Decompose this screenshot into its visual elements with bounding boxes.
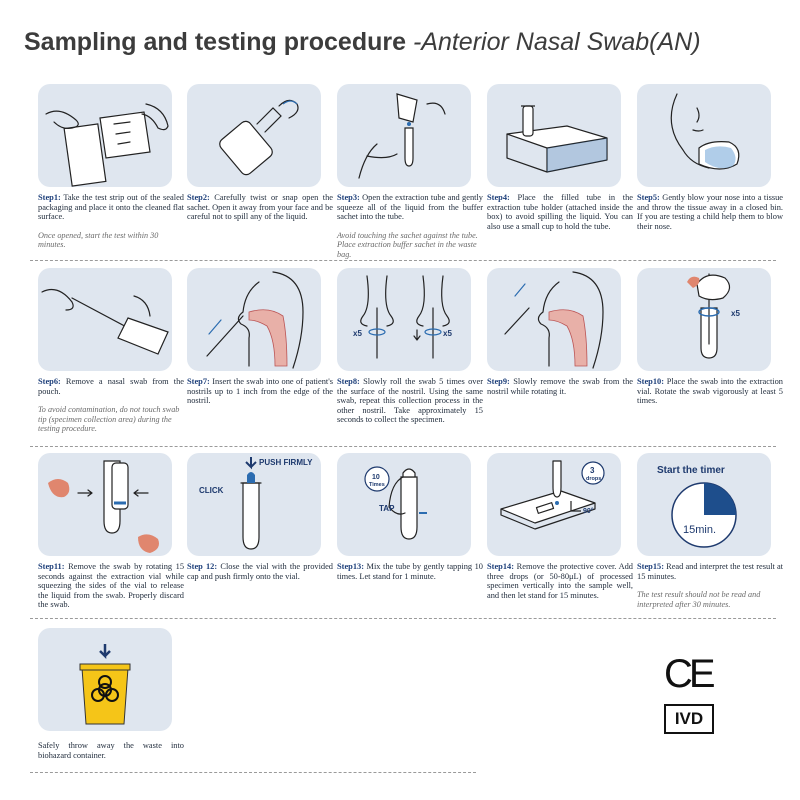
step-15-note: The test result should not be read and interpreted after 30 minutes. — [637, 590, 761, 609]
step-14-text: Step14: Remove the protective cover. Add three drops (or 50-80μL) of processed specimen vertically into the sample well, and then let stand for 15 minutes. — [487, 562, 633, 600]
drop-count-unit: drops — [586, 476, 602, 482]
x5-label: x5 — [443, 329, 452, 338]
step-14 — [487, 453, 637, 600]
page-title — [24, 28, 701, 57]
step-7-text: Step7: Insert the swab into one of patient's nostrils up to 1 inch from the edge of the nostril. — [187, 377, 334, 406]
step-15 — [637, 453, 787, 609]
step-7-illustration — [187, 268, 321, 371]
tap-count: 10 — [372, 474, 380, 481]
step-6 — [38, 268, 188, 433]
title-sub: -Anterior Nasal Swab(AN) — [412, 28, 701, 56]
step-14-illustration — [487, 453, 621, 556]
step-5 — [637, 84, 787, 231]
divider-4 — [30, 772, 476, 773]
step-1-text: Step1: Take the test strip out of the sealed packaging and place it onto the cleaned flat surface. — [38, 193, 184, 222]
ivd-mark: IVD — [664, 704, 714, 734]
tap-count-unit: Times — [369, 482, 385, 488]
title-main: Sampling and testing procedure — [24, 28, 406, 56]
tap-label: TAP — [379, 504, 395, 513]
step-8 — [337, 268, 487, 425]
step-9-illustration — [487, 268, 621, 371]
step-5-text: Step5: Gently blow your nose into a tissue and throw the tissue away in a closed bin. If you are testing a child help them to blow their nose. — [637, 193, 784, 231]
x5-label: x5 — [353, 329, 362, 338]
step-15-illustration — [637, 453, 771, 556]
step-13 — [337, 453, 487, 581]
x5-label: x5 — [731, 309, 740, 318]
step-13-illustration — [337, 453, 471, 556]
push-firmly-label: PUSH FIRMLY — [259, 458, 313, 467]
step-2-text: Step2: Carefully twist or snap open the sachet. Open it away from your face and be careful not to spill any of the liquid. — [187, 193, 333, 222]
step-6-note: To avoid contamination, do not touch swab tip (specimen collection area) during the testing procedure. — [38, 405, 180, 433]
step-12-text: Step 12: Close the vial with the provided cap and push firmly onto the vial. — [187, 562, 333, 581]
step-11-text: Step11: Remove the swab by rotating 15 seconds against the extraction vial while squeezing the sides of the vial to release the liquid from the swab. Properly discard the swab. — [38, 562, 185, 610]
step-3-illustration — [337, 84, 471, 187]
step-disposal — [38, 628, 188, 760]
step-13-text: Step13: Mix the tube by gently tapping 10 times. Let stand for 1 minute. — [337, 562, 483, 581]
step-2 — [187, 84, 337, 222]
step-7 — [187, 268, 337, 406]
step-8-illustration — [337, 268, 471, 371]
step-3-text: Step3: Open the extraction tube and gently squeeze all of the liquid from the buffer sachet into the tube. — [337, 193, 483, 222]
disposal-illustration — [38, 628, 172, 731]
disposal-text: Safely throw away the waste into biohazard container. — [38, 741, 184, 760]
timer-value: 15min. — [683, 524, 717, 536]
step-3 — [337, 84, 487, 259]
step-4-text: Step4: Place the filled tube in the extraction tube holder (attached inside the box) to avoid spilling the liquid. You can also use a small cup to hold the tube. — [487, 193, 633, 231]
step-12 — [187, 453, 337, 581]
step-5-illustration — [637, 84, 771, 187]
step-1-note: Once opened, start the test within 30 minutes. — [38, 230, 159, 250]
step-12-illustration — [187, 453, 321, 556]
step-4 — [487, 84, 637, 231]
step-10 — [637, 268, 787, 406]
drop-count: 3 — [590, 466, 595, 475]
divider-2 — [30, 446, 776, 447]
step-1-illustration — [38, 84, 172, 187]
step-11-illustration — [38, 453, 172, 556]
step-1 — [38, 84, 188, 250]
step-15-text: Step15: Read and interpret the test result at 15 minutes. — [637, 562, 784, 581]
step-4-illustration — [487, 84, 621, 187]
step-10-text: Step10: Place the swab into the extraction vial. Rotate the swab vigorously at least 5 times. — [637, 377, 783, 406]
step-2-illustration — [187, 84, 321, 187]
divider-3 — [30, 618, 776, 619]
angle-label: 90° — [583, 508, 594, 515]
step-6-illustration — [38, 268, 172, 371]
timer-title: Start the timer — [657, 465, 725, 476]
step-9-text: Step9: Slowly remove the swab from the nostril while rotating it. — [487, 377, 634, 396]
step-11 — [38, 453, 188, 610]
divider-1 — [30, 260, 776, 261]
ce-mark: CE — [664, 652, 712, 696]
step-9 — [487, 268, 637, 396]
step-10-illustration — [637, 268, 771, 371]
step-6-text: Step6: Remove a nasal swab from the pouch. — [38, 377, 185, 396]
step-8-text: Step8: Slowly roll the swab 5 times over the surface of the nostril. Using the same swab, repeat this collection process in the other nostril. Take approximately 15 seconds to collect the specimen. — [337, 377, 483, 425]
click-label: CLICK — [199, 486, 224, 495]
step-3-note: Avoid touching the sachet against the tube. Place extraction buffer sachet in the waste bag. — [337, 230, 478, 259]
